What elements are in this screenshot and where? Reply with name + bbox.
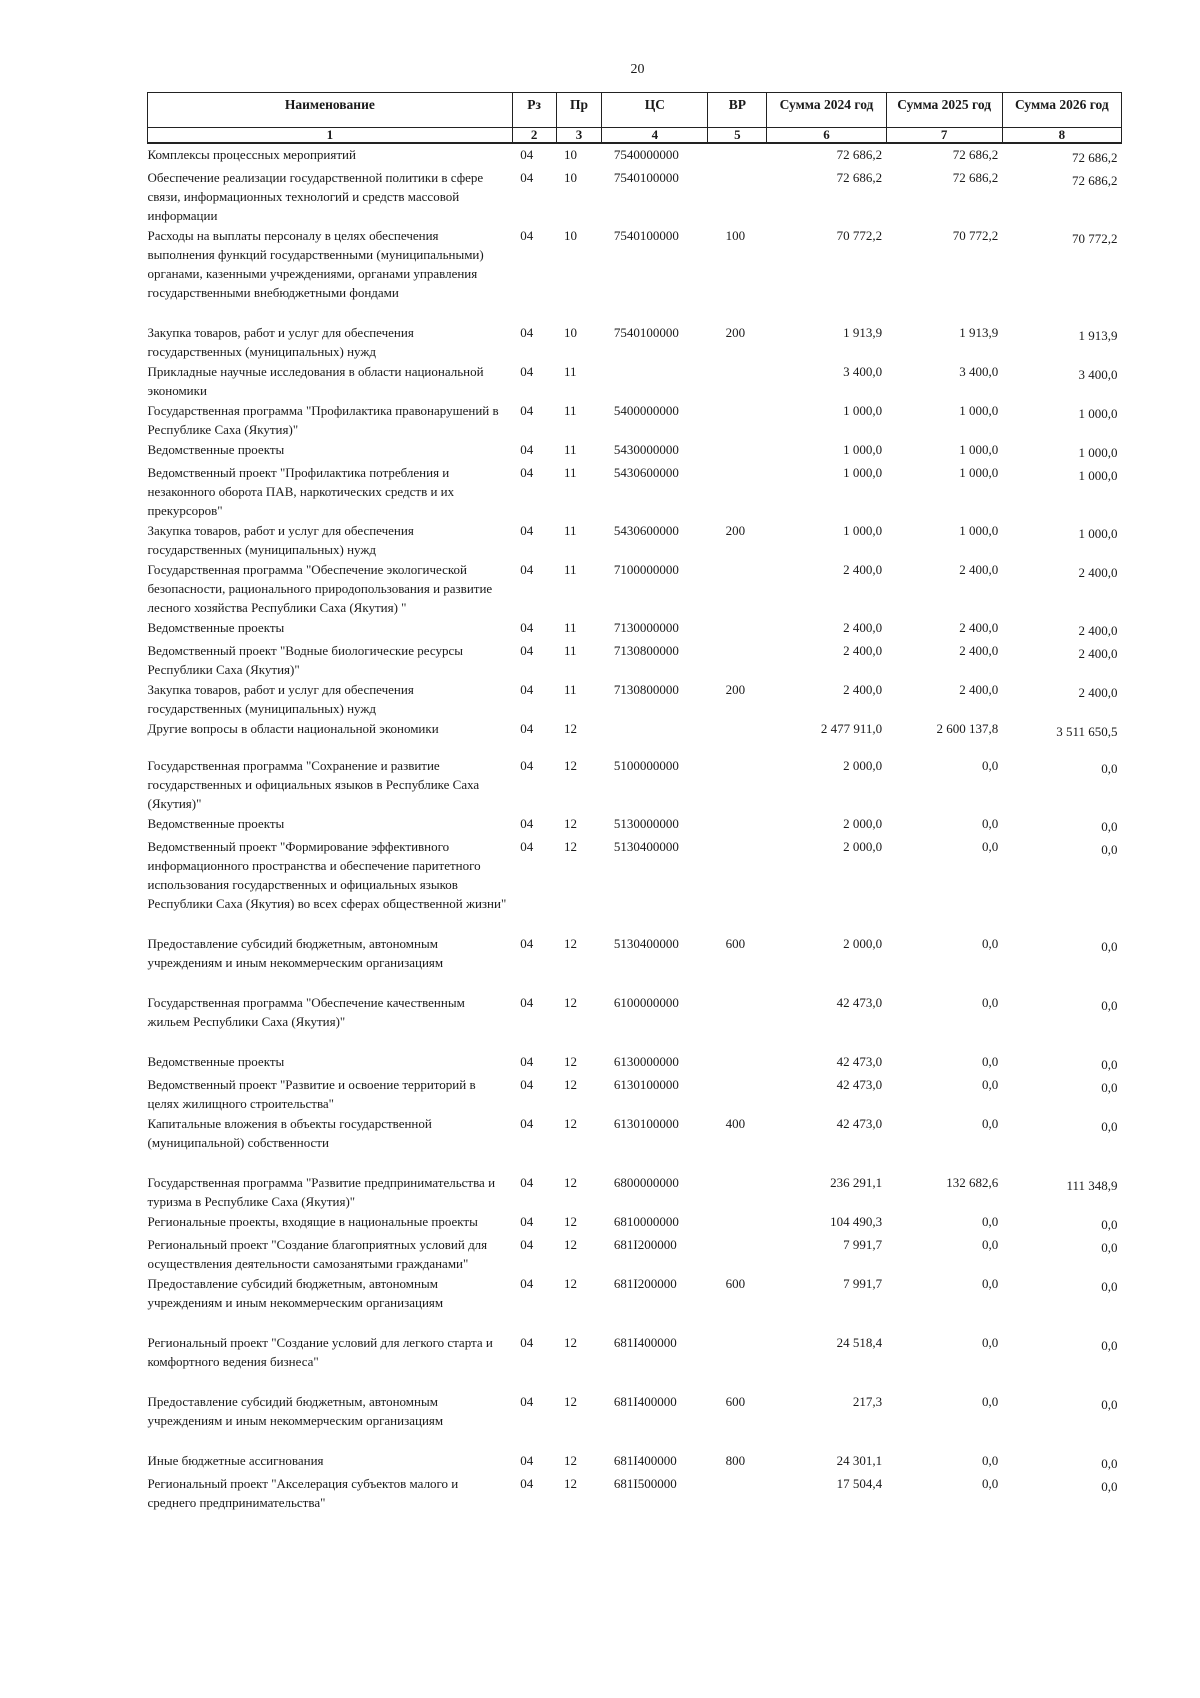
row-vr (708, 1234, 767, 1273)
row-vr (708, 813, 767, 836)
column-number: 7 (886, 128, 1002, 144)
table-row (148, 1450, 1122, 1473)
table-row (148, 1172, 1122, 1211)
row-sum-2026: 0,0 (1101, 819, 1118, 834)
row-cs: 681I400000 (613, 1335, 677, 1350)
row-pr: 11 (564, 442, 577, 457)
row-vr (708, 992, 767, 1051)
row-pr: 12 (564, 1116, 578, 1131)
row-name: Ведомственный проект "Формирование эффективного информационного пространства и обеспечение паритетного использования государственных и официальных языков Республики Саха (Якутия) во всех сферах общественной жизни" (147, 839, 507, 911)
row-vr (708, 836, 767, 933)
table-row (148, 755, 1122, 813)
row-sum-2025: 1 000,0 (959, 523, 999, 538)
row-sum-2025: 2 400,0 (959, 682, 999, 697)
row-cs: 5430600000 (613, 465, 679, 480)
row-vr (708, 718, 767, 755)
row-rz: 04 (520, 1276, 534, 1291)
row-sum-2024: 42 473,0 (836, 995, 883, 1010)
row-vr (708, 439, 767, 462)
header-row (148, 93, 1122, 128)
row-name: Ведомственные проекты (147, 442, 285, 457)
row-rz: 04 (520, 620, 534, 635)
row-sum-2026: 0,0 (1101, 761, 1118, 776)
row-sum-2024: 1 000,0 (843, 465, 883, 480)
row-sum-2024: 42 473,0 (836, 1116, 883, 1131)
table-row (148, 559, 1122, 617)
row-rz: 04 (520, 325, 534, 340)
row-sum-2026: 70 772,2 (1072, 231, 1118, 246)
row-vr (708, 617, 767, 640)
table-row (148, 1051, 1122, 1074)
row-pr: 12 (564, 1276, 578, 1291)
column-number: 1 (148, 128, 513, 144)
row-rz: 04 (520, 465, 534, 480)
row-vr (708, 361, 767, 400)
row-cs: 6130100000 (613, 1077, 679, 1092)
row-rz: 04 (520, 523, 534, 538)
row-sum-2025: 0,0 (981, 936, 999, 951)
row-rz: 04 (520, 643, 534, 658)
row-pr: 12 (564, 839, 578, 854)
column-number: 5 (708, 128, 767, 144)
row-vr: 200 (725, 523, 746, 538)
row-sum-2026: 2 400,0 (1078, 646, 1118, 661)
row-sum-2026: 2 400,0 (1078, 565, 1118, 580)
row-cs: 681I200000 (613, 1276, 677, 1291)
row-rz: 04 (520, 1054, 534, 1069)
row-pr: 12 (564, 1394, 578, 1409)
row-sum-2024: 1 000,0 (843, 442, 883, 457)
row-sum-2024: 2 400,0 (843, 562, 883, 577)
row-cs: 5130000000 (613, 816, 679, 831)
row-sum-2024: 2 000,0 (843, 758, 883, 773)
row-sum-2026: 0,0 (1101, 939, 1118, 954)
row-pr: 12 (564, 816, 578, 831)
row-sum-2026: 0,0 (1101, 1080, 1118, 1095)
table-row (148, 1211, 1122, 1234)
column-header-vr: ВР (708, 93, 767, 128)
row-vr: 200 (725, 682, 746, 697)
row-name: Прикладные научные исследования в области национальной экономики (147, 364, 484, 398)
row-name: Ведомственный проект "Развитие и освоение территорий в целях жилищного строительства" (147, 1077, 476, 1111)
row-pr: 10 (564, 170, 578, 185)
row-sum-2025: 0,0 (981, 1453, 999, 1468)
row-sum-2026: 72 686,2 (1072, 150, 1118, 165)
column-number-row (148, 128, 1122, 144)
row-sum-2026: 0,0 (1101, 1479, 1118, 1494)
row-vr (708, 755, 767, 813)
row-name: Государственная программа "Развитие предпринимательства и туризма в Республике Саха (Якутия)" (147, 1175, 496, 1209)
row-sum-2025: 72 686,2 (952, 147, 999, 162)
row-sum-2026: 72 686,2 (1072, 173, 1118, 188)
row-vr (708, 1172, 767, 1211)
row-sum-2026: 0,0 (1101, 1397, 1118, 1412)
row-pr: 12 (564, 758, 578, 773)
row-pr: 12 (564, 1214, 578, 1229)
row-sum-2025: 0,0 (981, 1335, 999, 1350)
budget-table (147, 92, 1122, 1512)
row-sum-2026: 111 348,9 (1066, 1178, 1118, 1193)
row-sum-2025: 0,0 (981, 1077, 999, 1092)
row-name: Закупка товаров, работ и услуг для обеспечения государственных (муниципальных) нужд (147, 523, 414, 557)
row-cs: 5130400000 (613, 839, 679, 854)
row-name: Региональный проект "Создание условий для легкого старта и комфортного ведения бизнеса" (147, 1335, 493, 1369)
row-sum-2024: 3 400,0 (843, 364, 883, 379)
row-name: Государственная программа "Обеспечение экологической безопасности, рационального природопользования и развитие лесного хозяйства Республики Саха (Якутия) " (147, 562, 493, 615)
row-rz: 04 (520, 1237, 534, 1252)
row-sum-2025: 70 772,2 (952, 228, 999, 243)
row-sum-2024: 217,3 (852, 1394, 883, 1409)
row-sum-2026: 1 000,0 (1078, 468, 1118, 483)
table-row (148, 1391, 1122, 1450)
row-cs: 5400000000 (613, 403, 679, 418)
row-rz: 04 (520, 1214, 534, 1229)
row-sum-2025: 0,0 (981, 1476, 999, 1491)
table-row (148, 143, 1122, 167)
row-cs: 7540100000 (613, 228, 679, 243)
row-sum-2026: 1 000,0 (1078, 526, 1118, 541)
row-rz: 04 (520, 364, 534, 379)
row-rz: 04 (520, 1394, 534, 1409)
row-name: Государственная программа "Сохранение и развитие государственных и официальных языков в Республике Саха (Якутия)" (147, 758, 480, 811)
table-row (148, 992, 1122, 1051)
row-rz: 04 (520, 1476, 534, 1491)
row-sum-2024: 2 000,0 (843, 839, 883, 854)
row-rz: 04 (520, 839, 534, 854)
row-sum-2024: 72 686,2 (836, 170, 883, 185)
row-sum-2025: 2 400,0 (959, 620, 999, 635)
row-cs: 7130800000 (613, 643, 679, 658)
table-row (148, 1113, 1122, 1172)
row-cs: 5430000000 (613, 442, 679, 457)
row-pr: 11 (564, 465, 577, 480)
row-name: Ведомственный проект "Водные биологические ресурсы Республики Саха (Якутия)" (147, 643, 463, 677)
table-row (148, 933, 1122, 992)
row-vr (708, 640, 767, 679)
row-sum-2025: 0,0 (981, 1116, 999, 1131)
table-row (148, 1273, 1122, 1332)
row-cs: 681I500000 (613, 1476, 677, 1491)
row-sum-2024: 24 518,4 (836, 1335, 883, 1350)
row-cs: 6130000000 (613, 1054, 679, 1069)
table-row (148, 322, 1122, 361)
row-cs: 681I400000 (613, 1453, 677, 1468)
table-row (148, 225, 1122, 322)
row-sum-2024: 70 772,2 (836, 228, 883, 243)
row-name: Иные бюджетные ассигнования (147, 1453, 324, 1468)
row-sum-2025: 72 686,2 (952, 170, 999, 185)
column-header-name: Наименование (148, 93, 513, 128)
row-vr (708, 167, 767, 225)
row-sum-2024: 1 913,9 (843, 325, 883, 340)
row-cs: 7130800000 (613, 682, 679, 697)
row-cs: 7540100000 (613, 325, 679, 340)
table-row (148, 1234, 1122, 1273)
row-sum-2026: 0,0 (1101, 1338, 1118, 1353)
row-pr: 11 (564, 643, 577, 658)
row-sum-2024: 1 000,0 (843, 403, 883, 418)
row-sum-2026: 0,0 (1101, 842, 1118, 857)
row-sum-2024: 42 473,0 (836, 1077, 883, 1092)
row-sum-2025: 3 400,0 (959, 364, 999, 379)
row-pr: 12 (564, 1077, 578, 1092)
row-sum-2026: 0,0 (1101, 1119, 1118, 1134)
table-row (148, 361, 1122, 400)
table-body (148, 143, 1122, 1512)
table-row (148, 1473, 1122, 1512)
row-name: Ведомственный проект "Профилактика потребления и незаконного оборота ПАВ, наркотических средств и их прекурсоров" (147, 465, 455, 518)
table-row (148, 400, 1122, 439)
row-sum-2024: 1 000,0 (843, 523, 883, 538)
row-name: Другие вопросы в области национальной экономики (147, 721, 439, 736)
row-vr: 200 (725, 325, 746, 340)
row-cs (602, 361, 708, 400)
row-name: Предоставление субсидий бюджетным, автономным учреждениям и иным некоммерческим организациям (147, 1276, 444, 1310)
row-sum-2024: 2 400,0 (843, 643, 883, 658)
row-sum-2024: 7 991,7 (843, 1276, 883, 1291)
row-cs: 7540100000 (613, 170, 679, 185)
row-sum-2024: 2 477 911,0 (820, 721, 883, 736)
row-name: Ведомственные проекты (147, 816, 285, 831)
row-sum-2025: 0,0 (981, 839, 999, 854)
row-vr (708, 1211, 767, 1234)
table-row (148, 617, 1122, 640)
table-row (148, 640, 1122, 679)
row-rz: 04 (520, 562, 534, 577)
row-cs: 681I200000 (613, 1237, 677, 1252)
row-sum-2026: 1 000,0 (1078, 445, 1118, 460)
row-name: Расходы на выплаты персоналу в целях обеспечения выполнения функций государственными (муниципальными) органами, казенными учреждениями, органами управления государственными внебюджетными фондами (147, 228, 484, 300)
row-name: Закупка товаров, работ и услуг для обеспечения государственных (муниципальных) нужд (147, 325, 414, 359)
row-sum-2026: 0,0 (1101, 1456, 1118, 1471)
row-name: Предоставление субсидий бюджетным, автономным учреждениям и иным некоммерческим организациям (147, 936, 444, 970)
row-sum-2025: 1 913,9 (959, 325, 999, 340)
row-sum-2025: 0,0 (981, 816, 999, 831)
row-sum-2025: 1 000,0 (959, 442, 999, 457)
row-vr (708, 143, 767, 167)
row-vr: 100 (725, 228, 746, 243)
column-header-rz: Рз (512, 93, 556, 128)
row-pr: 12 (564, 1453, 578, 1468)
row-name: Закупка товаров, работ и услуг для обеспечения государственных (муниципальных) нужд (147, 682, 414, 716)
row-name: Комплексы процессных мероприятий (147, 147, 356, 162)
column-header-cs: ЦС (602, 93, 708, 128)
row-sum-2025: 0,0 (981, 1276, 999, 1291)
row-sum-2025: 2 400,0 (959, 643, 999, 658)
row-vr (708, 400, 767, 439)
row-sum-2026: 0,0 (1101, 1279, 1118, 1294)
table-row (148, 1074, 1122, 1113)
row-pr: 11 (564, 620, 577, 635)
column-number: 8 (1002, 128, 1121, 144)
row-vr: 600 (725, 936, 746, 951)
row-name: Региональный проект "Создание благоприятных условий для осуществления деятельности самозанятыми гражданами" (147, 1237, 488, 1271)
row-sum-2025: 2 600 137,8 (936, 721, 999, 736)
row-sum-2024: 7 991,7 (843, 1237, 883, 1252)
row-pr: 11 (564, 562, 577, 577)
row-sum-2024: 2 400,0 (843, 620, 883, 635)
row-vr: 800 (725, 1453, 746, 1468)
row-sum-2025: 2 400,0 (959, 562, 999, 577)
row-rz: 04 (520, 170, 534, 185)
row-name: Государственная программа "Профилактика правонарушений в Республике Саха (Якутия)" (147, 403, 499, 437)
row-cs: 6130100000 (613, 1116, 679, 1131)
column-header-sum-2026: Сумма 2026 год (1002, 93, 1121, 128)
row-pr: 10 (564, 228, 578, 243)
row-rz: 04 (520, 1116, 534, 1131)
row-cs: 5430600000 (613, 523, 679, 538)
row-sum-2024: 72 686,2 (836, 147, 883, 162)
row-pr: 11 (564, 403, 577, 418)
row-sum-2026: 1 913,9 (1078, 328, 1118, 343)
row-pr: 12 (564, 1476, 578, 1491)
row-name: Региональный проект "Акселерация субъектов малого и среднего предпринимательства" (147, 1476, 459, 1510)
row-rz: 04 (520, 682, 534, 697)
row-pr: 10 (564, 325, 578, 340)
row-name: Предоставление субсидий бюджетным, автономным учреждениям и иным некоммерческим организациям (147, 1394, 444, 1428)
row-sum-2025: 132 682,6 (946, 1175, 999, 1190)
row-rz: 04 (520, 147, 534, 162)
row-sum-2024: 17 504,4 (836, 1476, 883, 1491)
row-sum-2026: 0,0 (1101, 998, 1118, 1013)
row-vr (708, 1051, 767, 1074)
column-header-pr: Пр (556, 93, 602, 128)
table-row (148, 520, 1122, 559)
row-sum-2026: 0,0 (1101, 1217, 1118, 1232)
row-cs: 6800000000 (613, 1175, 679, 1190)
row-rz: 04 (520, 995, 534, 1010)
row-vr (708, 559, 767, 617)
table-row (148, 167, 1122, 225)
table-row (148, 813, 1122, 836)
row-vr: 400 (725, 1116, 746, 1131)
row-rz: 04 (520, 1077, 534, 1092)
row-sum-2025: 0,0 (981, 1054, 999, 1069)
row-pr: 12 (564, 995, 578, 1010)
row-cs: 7130000000 (613, 620, 679, 635)
row-vr (708, 1074, 767, 1113)
table-row (148, 718, 1122, 755)
row-pr: 11 (564, 523, 577, 538)
row-rz: 04 (520, 228, 534, 243)
row-vr (708, 462, 767, 520)
row-sum-2024: 42 473,0 (836, 1054, 883, 1069)
row-name: Ведомственные проекты (147, 1054, 285, 1069)
row-cs: 681I400000 (613, 1394, 677, 1409)
column-header-sum-2025: Сумма 2025 год (886, 93, 1002, 128)
row-cs: 7100000000 (613, 562, 679, 577)
row-name: Региональные проекты, входящие в национальные проекты (147, 1214, 478, 1229)
row-sum-2025: 0,0 (981, 1237, 999, 1252)
row-rz: 04 (520, 721, 534, 736)
row-sum-2025: 0,0 (981, 1394, 999, 1409)
table-row (148, 836, 1122, 933)
table-row (148, 679, 1122, 718)
row-rz: 04 (520, 936, 534, 951)
row-vr: 600 (725, 1276, 746, 1291)
row-sum-2026: 2 400,0 (1078, 623, 1118, 638)
row-name: Капитальные вложения в объекты государственной (муниципальной) собственности (147, 1116, 432, 1150)
row-name: Ведомственные проекты (147, 620, 285, 635)
row-sum-2024: 104 490,3 (830, 1214, 883, 1229)
row-pr: 12 (564, 1335, 578, 1350)
table-row (148, 462, 1122, 520)
row-pr: 10 (564, 147, 578, 162)
row-rz: 04 (520, 758, 534, 773)
row-cs (602, 718, 708, 755)
row-vr (708, 1473, 767, 1512)
row-sum-2025: 1 000,0 (959, 465, 999, 480)
row-vr: 600 (725, 1394, 746, 1409)
row-cs: 5100000000 (613, 758, 679, 773)
row-rz: 04 (520, 403, 534, 418)
row-rz: 04 (520, 1453, 534, 1468)
row-pr: 12 (564, 1054, 578, 1069)
row-vr (708, 1332, 767, 1391)
row-rz: 04 (520, 1175, 534, 1190)
row-cs: 7540000000 (613, 147, 679, 162)
table-row (148, 439, 1122, 462)
row-rz: 04 (520, 1335, 534, 1350)
row-sum-2024: 236 291,1 (830, 1175, 883, 1190)
row-cs: 6810000000 (613, 1214, 679, 1229)
row-pr: 12 (564, 1237, 578, 1252)
row-cs: 6100000000 (613, 995, 679, 1010)
row-sum-2026: 0,0 (1101, 1240, 1118, 1255)
row-sum-2026: 0,0 (1101, 1057, 1118, 1072)
row-cs: 5130400000 (613, 936, 679, 951)
row-pr: 12 (564, 721, 578, 736)
page-number: 20 (630, 62, 645, 77)
row-name: Государственная программа "Обеспечение качественным жильем Республики Саха (Якутия)" (147, 995, 465, 1029)
row-pr: 12 (564, 1175, 578, 1190)
row-name: Обеспечение реализации государственной политики в сфере связи, информационных технологий и средств массовой информации (147, 170, 484, 223)
row-sum-2026: 3 511 650,5 (1056, 724, 1118, 739)
row-sum-2025: 0,0 (981, 995, 999, 1010)
row-pr: 11 (564, 682, 577, 697)
column-header-sum-2024: Сумма 2024 год (767, 93, 886, 128)
column-number: 3 (556, 128, 602, 144)
row-sum-2025: 1 000,0 (959, 403, 999, 418)
row-rz: 04 (520, 442, 534, 457)
row-sum-2024: 2 000,0 (843, 816, 883, 831)
column-number: 6 (767, 128, 886, 144)
column-number: 2 (512, 128, 556, 144)
row-sum-2024: 2 000,0 (843, 936, 883, 951)
row-pr: 12 (564, 936, 578, 951)
column-number: 4 (602, 128, 708, 144)
row-pr: 11 (564, 364, 577, 379)
row-sum-2026: 3 400,0 (1078, 367, 1118, 382)
row-sum-2025: 0,0 (981, 1214, 999, 1229)
row-sum-2026: 1 000,0 (1078, 406, 1118, 421)
row-sum-2024: 2 400,0 (843, 682, 883, 697)
table-row (148, 1332, 1122, 1391)
row-sum-2025: 0,0 (981, 758, 999, 773)
row-rz: 04 (520, 816, 534, 831)
row-sum-2024: 24 301,1 (836, 1453, 883, 1468)
row-sum-2026: 2 400,0 (1078, 685, 1118, 700)
